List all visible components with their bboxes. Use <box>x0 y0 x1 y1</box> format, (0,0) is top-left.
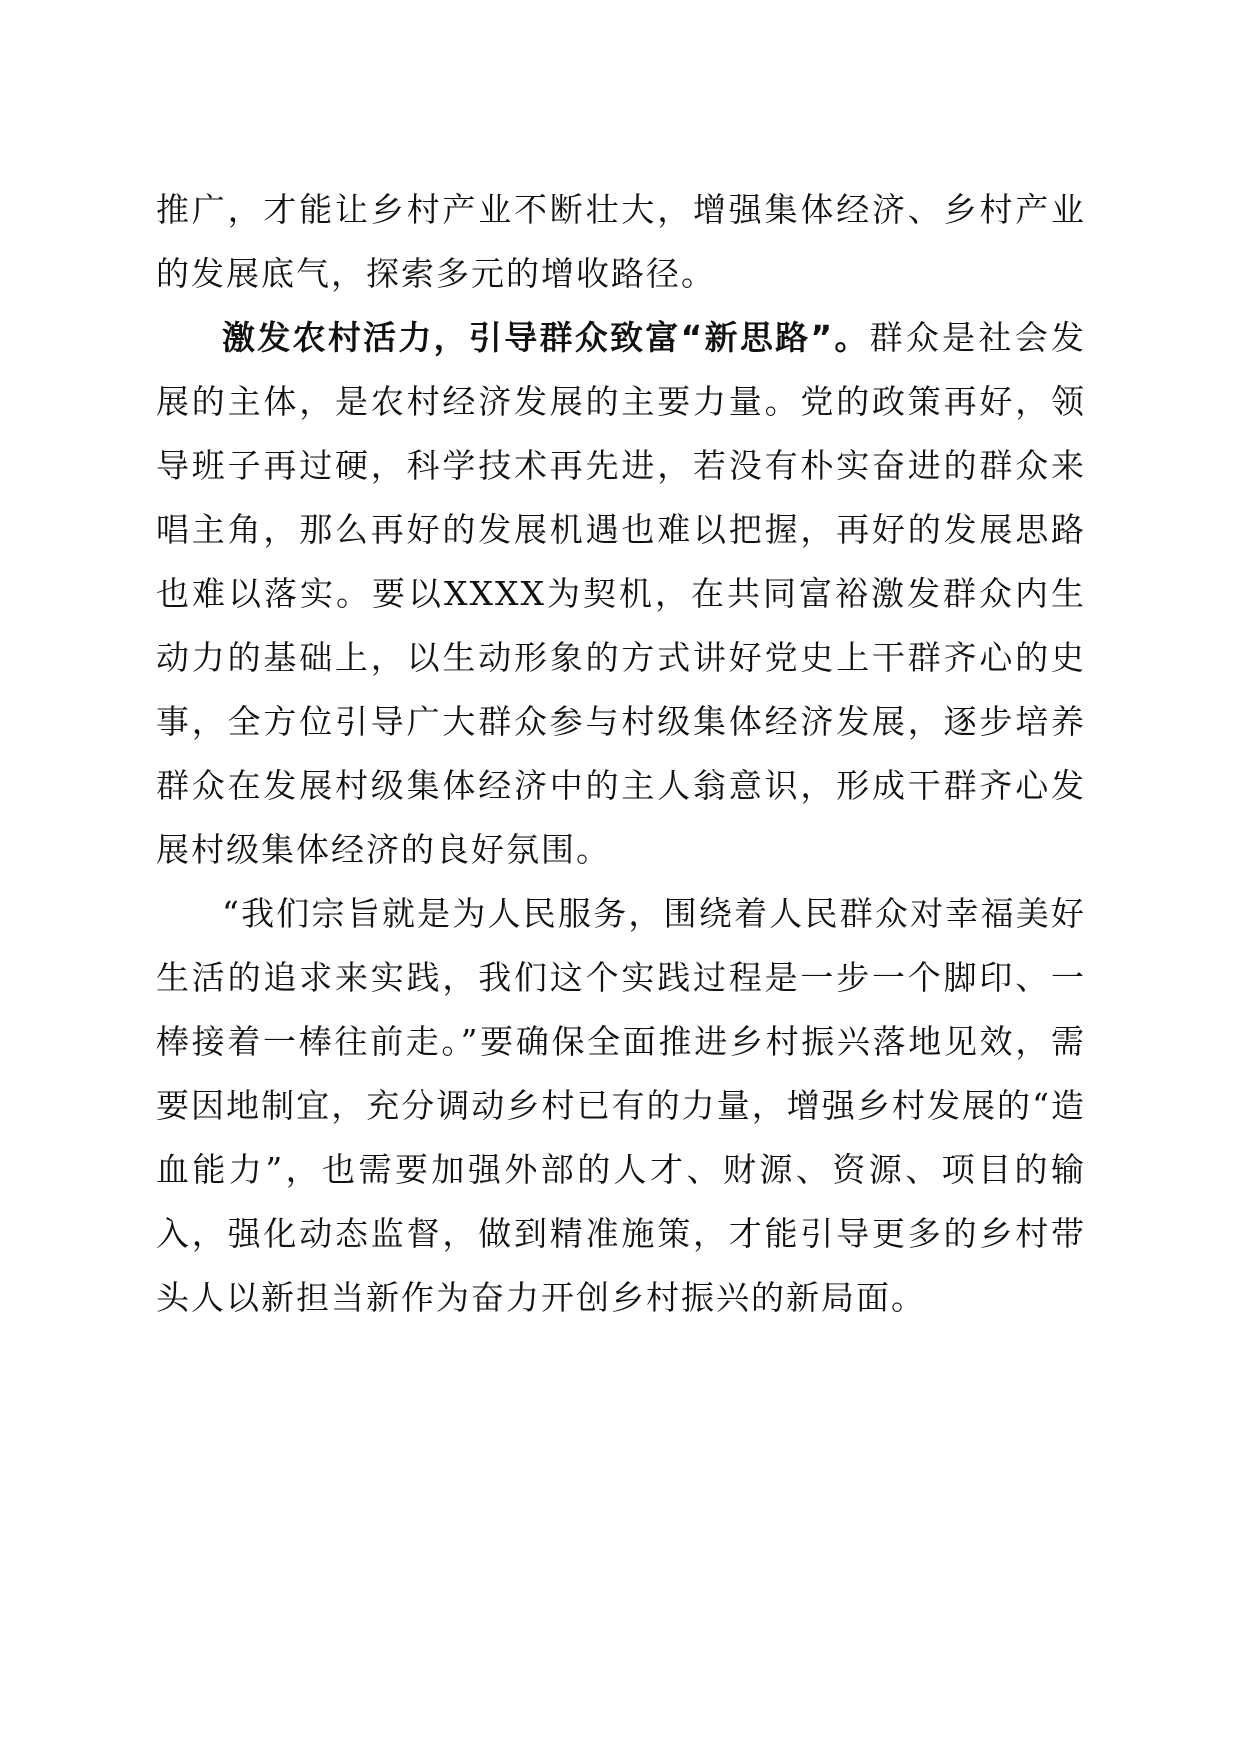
paragraph-lead-heading: 激发农村活力，引导群众致富“新思路”。 <box>222 318 870 357</box>
paragraph-text: “我们宗旨就是为人民服务，围绕着人民群众对幸福美好生活的追求来实践，我们这个实践过程是一步一个脚印、一棒接着一棒往前走。”要确保全面推进乡村振兴落地见效，需要因地制宜，充分调动乡村已有的力量，增强乡村发展的“造血能力”，也需要加强外部的人才、财源、资源、项目的输入，强化动态监督，做到精准施策，才能引导更多的乡村带头人以新担当新作为奋力开创乡村振兴的新局面。 <box>156 894 1086 1317</box>
paragraph-continuation <box>156 178 1086 306</box>
document-body <box>156 178 1086 1330</box>
paragraph-text: 推广，才能让乡村产业不断壮大，增强集体经济、乡村产业的发展底气，探索多元的增收路径。 <box>156 190 1086 293</box>
paragraph-new-ideas <box>156 306 1086 882</box>
paragraph-text: 群众是社会发展的主体，是农村经济发展的主要力量。党的政策再好，领导班子再过硬，科学技术再先进，若没有朴实奋进的群众来唱主角，那么再好的发展机遇也难以把握，再好的发展思路也难以落实。要以XXXX为契机，在共同富裕激发群众内生动力的基础上，以生动形象的方式讲好党史上干群齐心的史事，全方位引导广大群众参与村级集体经济发展，逐步培养群众在发展村级集体经济中的主人翁意识，形成干群齐心发展村级集体经济的良好氛围。 <box>156 318 1086 869</box>
paragraph-quote <box>156 882 1086 1330</box>
